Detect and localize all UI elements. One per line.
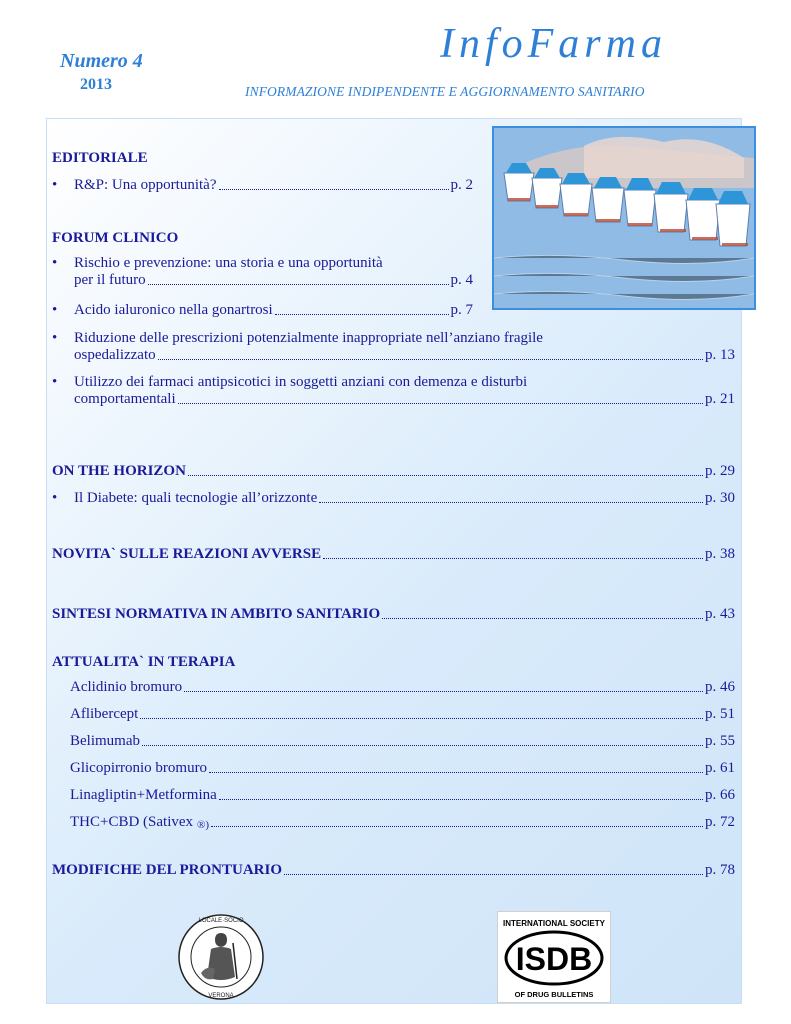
entry-page: p. 43: [705, 606, 735, 622]
section-novita-reazioni-avverse[interactable]: [52, 546, 735, 563]
ulss-seal-logo: [177, 913, 265, 1001]
entry-title-line1: Rischio e prevenzione: una storia e una opportunità: [74, 255, 383, 271]
svg-text:INTERNATIONAL SOCIETY: INTERNATIONAL SOCIETY: [503, 919, 605, 928]
section-attualita-in-terapia: ATTUALITA` IN TERAPIA: [52, 654, 236, 670]
entry-page: p. 61: [705, 760, 735, 776]
dot-leader: [140, 718, 703, 719]
entry-title: Linagliptin+Metformina: [70, 787, 217, 803]
section-heading: ON THE HORIZON: [52, 463, 186, 479]
entry-title-line2: ospedalizzato: [74, 347, 156, 363]
section-on-the-horizon[interactable]: [52, 463, 735, 480]
section-heading: NOVITA` SULLE REAZIONI AVVERSE: [52, 546, 322, 562]
dot-leader: [323, 558, 703, 559]
entry-page: p. 46: [705, 679, 735, 695]
dot-leader: [209, 772, 703, 773]
entry-title: Aflibercept: [70, 706, 139, 722]
bullet: •: [52, 302, 58, 318]
dot-leader: [148, 284, 449, 285]
tagline: INFORMAZIONE INDIPENDENTE E AGGIORNAMENTO SANITARIO: [245, 84, 645, 99]
dot-leader: [142, 745, 703, 746]
entry-title: THC+CBD (Sativex: [70, 814, 194, 830]
svg-text:ISDB: ISDB: [515, 941, 593, 977]
section-heading: MODIFICHE DEL PRONTUARIO: [52, 862, 283, 878]
entry-page: p. 55: [705, 733, 735, 749]
dot-leader: [319, 502, 703, 503]
entry-title: Aclidinio bromuro: [70, 679, 183, 695]
dot-leader: [211, 826, 703, 827]
svg-text:LOCALE·SOCIO: LOCALE·SOCIO: [198, 918, 244, 924]
entry-page: p. 29: [705, 463, 735, 479]
bullet: •: [52, 255, 58, 271]
entry-page: p. 13: [705, 347, 735, 363]
dot-leader: [158, 359, 703, 360]
svg-text:OF DRUG BULLETINS: OF DRUG BULLETINS: [514, 990, 594, 999]
bullet: •: [52, 490, 58, 506]
toc-entry[interactable]: [70, 787, 735, 804]
registered-mark: ®): [197, 819, 210, 831]
toc-entry[interactable]: [52, 302, 473, 319]
entry-page: p. 4: [450, 272, 473, 288]
entry-page: p. 66: [705, 787, 735, 803]
svg-text:VERONA: VERONA: [208, 993, 234, 999]
section-sintesi-normativa[interactable]: [52, 606, 735, 623]
entry-title: R&P: Una opportunità?: [74, 177, 217, 193]
entry-page: p. 51: [705, 706, 735, 722]
entry-title: Belimumab: [70, 733, 140, 749]
entry-title-line1: Utilizzo dei farmaci antipsicotici in soggetti anziani con demenza e disturbi: [74, 374, 528, 390]
toc-entry[interactable]: [52, 177, 473, 194]
entry-title: Acido ialuronico nella gonartrosi: [74, 302, 273, 318]
issue-year: 2013: [80, 76, 112, 93]
section-modifiche-prontuario[interactable]: [52, 862, 735, 879]
dot-leader: [184, 691, 703, 692]
toc-entry[interactable]: [52, 255, 473, 289]
dot-leader: [188, 475, 703, 476]
toc-entry[interactable]: [70, 679, 735, 696]
entry-page: p. 78: [705, 862, 735, 878]
toc-entry[interactable]: [52, 374, 735, 408]
entry-title-line2: per il futuro: [74, 272, 146, 288]
toc-entry[interactable]: [52, 490, 735, 507]
issue-number: Numero 4: [60, 50, 143, 72]
isdb-logo: [497, 911, 611, 1003]
entry-page: p. 2: [450, 177, 473, 193]
toc-entry[interactable]: [70, 814, 735, 831]
masthead-title: InfoFarma: [440, 21, 667, 67]
toc-entry[interactable]: [70, 760, 735, 777]
section-editoriale: EDITORIALE: [52, 150, 148, 166]
bullet: •: [52, 177, 58, 193]
toc-entry[interactable]: [70, 733, 735, 750]
entry-page: p. 21: [705, 391, 735, 407]
entry-page: p. 7: [450, 302, 473, 318]
bullet: •: [52, 330, 58, 346]
section-heading: SINTESI NORMATIVA IN AMBITO SANITARIO: [52, 606, 381, 622]
dot-leader: [382, 618, 703, 619]
entry-title-line1: Riduzione delle prescrizioni potenzialmente inappropriate nell’anziano fragile: [74, 330, 543, 346]
entry-page: p. 30: [705, 490, 735, 506]
section-forum-clinico: FORUM CLINICO: [52, 230, 179, 246]
dot-leader: [178, 403, 703, 404]
toc-entry[interactable]: [52, 330, 735, 364]
toc-entry[interactable]: [70, 706, 735, 723]
entry-page: p. 72: [705, 814, 735, 830]
dot-leader: [275, 314, 449, 315]
dot-leader: [284, 874, 703, 875]
entry-title-line2: comportamentali: [74, 391, 176, 407]
bullet: •: [52, 374, 58, 390]
entry-title: Il Diabete: quali tecnologie all’orizzonte: [74, 490, 318, 506]
dot-leader: [219, 189, 449, 190]
dot-leader: [219, 799, 703, 800]
entry-title: Glicopirronio bromuro: [70, 760, 208, 776]
entry-page: p. 38: [705, 546, 735, 562]
